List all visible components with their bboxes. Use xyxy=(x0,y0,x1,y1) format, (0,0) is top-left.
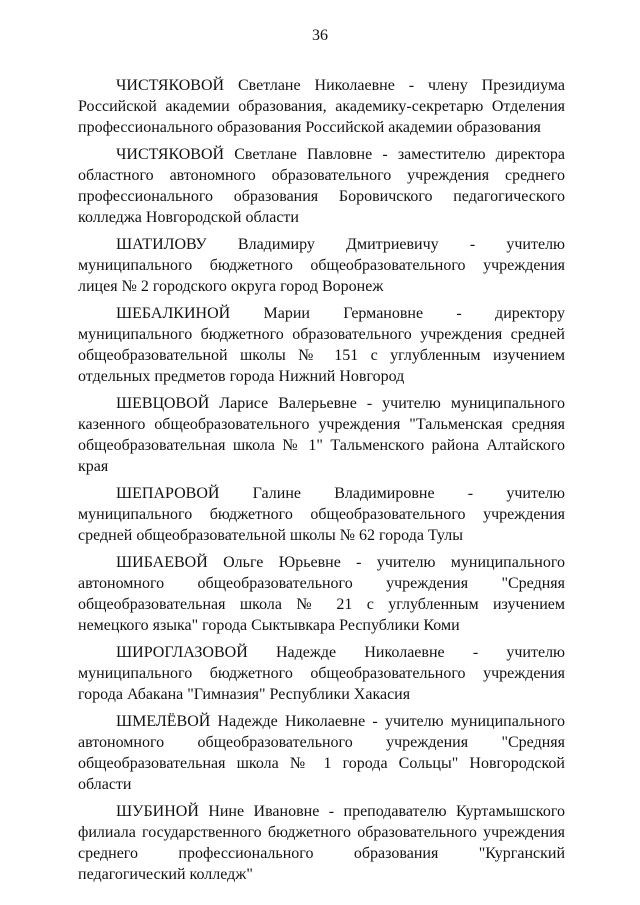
list-item: ШЕВЦОВОЙ Ларисе Валерьевне - учителю муниципального казенного общеобразовательного учреждения "Тальменская средняя общеобразовательная школа № 1" Тальменского района Алтайского края xyxy=(78,395,565,475)
list-item: ШМЕЛЁВОЙ Надежде Николаевне - учителю муниципального автономного общеобразовательного учреждения "Средняя общеобразовательная школа № 1 города Сольцы" Новгородской области xyxy=(78,713,565,793)
list-item: ШИРОГЛАЗОВОЙ Надежде Николаевне - учителю муниципального бюджетного общеобразовательного учреждения города Абакана "Гимназия" Республики Хакасия xyxy=(78,644,565,703)
list-item: ЧИСТЯКОВОЙ Светлане Павловне - заместителю директора областного автономного образовательного учреждения среднего профессионального образования Боровичского педагогического колледжа Новгородской области xyxy=(78,146,565,226)
list-item: ШАТИЛОВУ Владимиру Дмитриевичу - учителю муниципального бюджетного общеобразовательного учреждения лицея № 2 городского округа город Воронеж xyxy=(78,236,565,295)
list-item: ШИБАЕВОЙ Ольге Юрьевне - учителю муниципального автономного общеобразовательного учреждения "Средняя общеобразовательная школа № 21 с углубленным изучением немецкого языка" города Сыктывкара Республики Коми xyxy=(78,554,565,634)
list-item: ШЕПАРОВОЙ Галине Владимировне - учителю муниципального бюджетного общеобразовательного учреждения средней общеобразовательной школы № 62 города Тулы xyxy=(78,485,565,544)
list-item: ШУБИНОЙ Нине Ивановне - преподавателю Куртамышского филиала государственного бюджетного образовательного учреждения среднего профессионального образования "Курганский педагогический колледж" xyxy=(78,803,565,883)
award-list xyxy=(78,75,565,891)
list-item: ШЕБАЛКИНОЙ Марии Германовне - директору муниципального бюджетного образовательного учреждения средней общеобразовательной школы № 151 с углубленным изучением отдельных предметов города Нижний Новгород xyxy=(78,305,565,385)
page-number: 36 xyxy=(312,27,328,44)
list-item: ЧИСТЯКОВОЙ Светлане Николаевне - члену Президиума Российской академии образования, академику-секретарю Отделения профессионального образования Российской академии образования xyxy=(78,77,565,136)
